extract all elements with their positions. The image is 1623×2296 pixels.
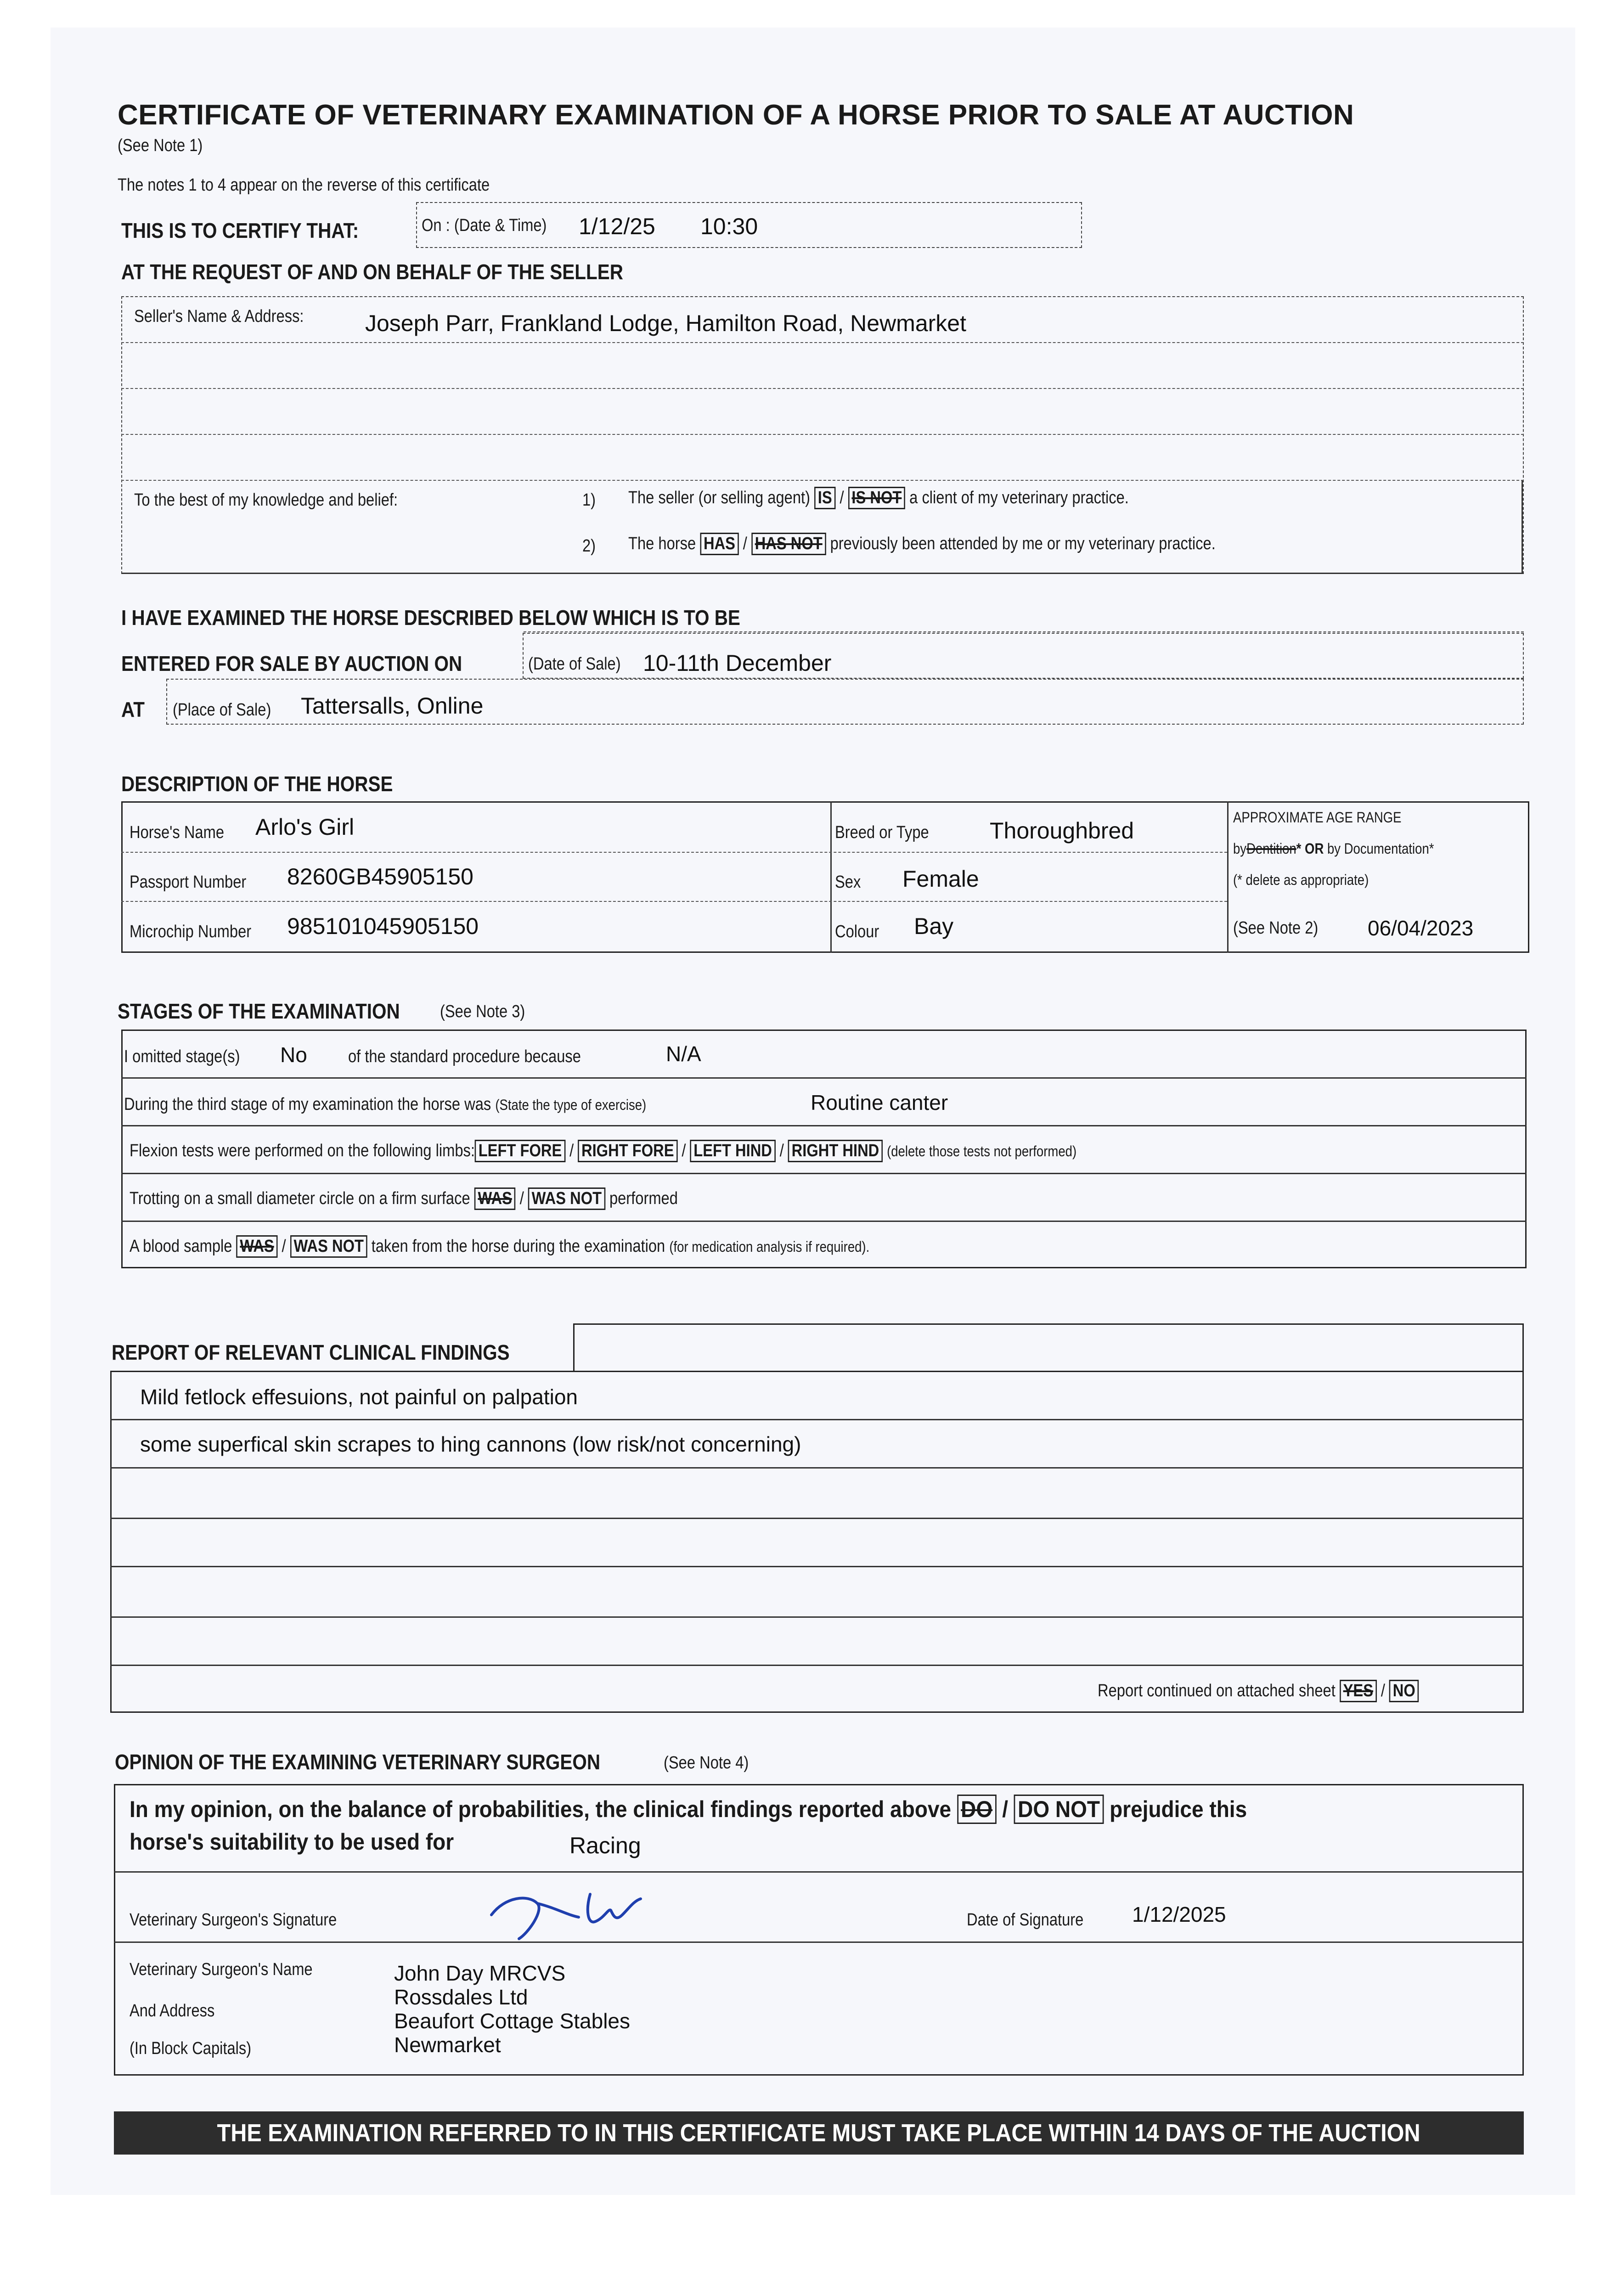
- blood-hint: (for medication analysis if required).: [669, 1238, 870, 1255]
- exam-time-value[interactable]: 10:30: [700, 214, 758, 239]
- opinion-suitability-line: [130, 1829, 454, 1855]
- signature-mark: [487, 1883, 652, 1942]
- knowledge-label: To the best of my knowledge and belief:: [134, 490, 398, 510]
- trot-option-was-not[interactable]: WAS NOT: [528, 1187, 605, 1210]
- stages-see-note: (See Note 3): [440, 1002, 525, 1021]
- item2-text-b: previously been attended by me or my veterinary practice.: [830, 534, 1216, 553]
- item1-statement: [628, 487, 1129, 509]
- seller-box-bottom-edge: [121, 573, 1524, 574]
- flexion-hint: (delete those tests not performed): [887, 1143, 1077, 1159]
- sale-date-value[interactable]: 10-11th December: [643, 650, 832, 676]
- horse-name-label: Horse's Name: [130, 823, 225, 842]
- seller-box-right-edge: [1522, 480, 1523, 574]
- footer-banner-text: THE EXAMINATION REFERRED TO IN THIS CERTIFICATE MUST TAKE PLACE WITHIN 14 DAYS OF THE AUCTION: [217, 2119, 1420, 2147]
- report-line-2: [110, 1467, 1524, 1469]
- see-note-1: (See Note 1): [118, 136, 203, 155]
- breed-value[interactable]: Thoroughbred: [990, 818, 1134, 844]
- flexion-line: [130, 1140, 1076, 1162]
- option-has-not[interactable]: HAS NOT: [751, 533, 826, 555]
- request-line: AT THE REQUEST OF AND ON BEHALF OF THE SELLER: [121, 260, 623, 284]
- report-heading: REPORT OF RELEVANT CLINICAL FINDINGS: [112, 1340, 510, 1364]
- age-value[interactable]: 06/04/2023: [1368, 916, 1474, 940]
- certificate-title: CERTIFICATE OF VETERINARY EXAMINATION OF A HORSE PRIOR TO SALE AT AUCTION: [118, 99, 1354, 131]
- report-heading-box: [573, 1323, 1524, 1372]
- age-documentation-option[interactable]: by Documentation*: [1327, 840, 1434, 857]
- stages-row-line-4: [121, 1221, 1527, 1222]
- limb-right-hind[interactable]: RIGHT HIND: [788, 1140, 883, 1162]
- exam-date-value[interactable]: 1/12/25: [579, 214, 655, 239]
- trot-label: Trotting on a small diameter circle on a firm surface: [130, 1189, 470, 1208]
- continued-option-yes[interactable]: YES: [1340, 1680, 1377, 1702]
- third-stage-value[interactable]: Routine canter: [811, 1091, 948, 1114]
- age-range-heading: APPROXIMATE AGE RANGE: [1233, 809, 1402, 826]
- option-has[interactable]: HAS: [700, 533, 738, 555]
- limb-right-fore[interactable]: RIGHT FORE: [578, 1140, 677, 1162]
- slash: /: [282, 1237, 286, 1256]
- third-stage-hint: (State the type of exercise): [495, 1097, 647, 1113]
- seller-line-1: [121, 342, 1524, 343]
- item2-statement: [628, 533, 1216, 555]
- opinion-see-note: (See Note 4): [664, 1753, 749, 1773]
- opinion-statement: [130, 1795, 1247, 1824]
- signature-date-value[interactable]: 1/12/2025: [1132, 1902, 1226, 1926]
- report-table: [110, 1371, 1524, 1713]
- opinion-row-line-1: [114, 1871, 1524, 1873]
- colour-label: Colour: [835, 922, 879, 941]
- slash: /: [840, 488, 844, 507]
- trot-line: [130, 1187, 678, 1210]
- stages-row-line-3: [121, 1173, 1527, 1174]
- age-method-line: [1233, 840, 1434, 857]
- age-delete-hint: (* delete as appropriate): [1233, 872, 1369, 888]
- description-heading: DESCRIPTION OF THE HORSE: [121, 772, 393, 796]
- seller-line-2: [121, 388, 1524, 389]
- passport-value[interactable]: 8260GB45905150: [287, 864, 473, 889]
- certify-label: THIS IS TO CERTIFY THAT:: [121, 219, 359, 242]
- age-or-label: * OR: [1296, 840, 1324, 857]
- stages-row-line-2: [121, 1125, 1527, 1126]
- limb-left-hind[interactable]: LEFT HIND: [690, 1140, 776, 1162]
- sex-value[interactable]: Female: [902, 866, 979, 892]
- blood-label: A blood sample: [130, 1237, 232, 1256]
- opinion-text-b: prejudice this: [1110, 1796, 1247, 1822]
- report-line-6: [110, 1665, 1524, 1666]
- report-line-3: [110, 1518, 1524, 1519]
- surgeon-name-line-2[interactable]: Rossdales Ltd: [394, 1985, 528, 2009]
- omitted-label: I omitted stage(s): [124, 1047, 240, 1066]
- third-stage-label: During the third stage of my examination the horse was: [124, 1095, 491, 1114]
- surgeon-name-line-4[interactable]: Newmarket: [394, 2033, 501, 2057]
- description-row-line-2: [121, 901, 1227, 902]
- option-is-not[interactable]: IS NOT: [848, 487, 905, 509]
- report-line-4: [110, 1566, 1524, 1567]
- omitted-value[interactable]: No: [280, 1043, 307, 1067]
- report-line-5: [110, 1616, 1524, 1618]
- because-value[interactable]: N/A: [666, 1042, 701, 1066]
- sale-date-label: (Date of Sale): [528, 654, 621, 674]
- sex-label: Sex: [835, 872, 861, 892]
- limb-left-fore[interactable]: LEFT FORE: [475, 1140, 565, 1162]
- stages-heading-line: [118, 999, 439, 1024]
- item1-number: 1): [582, 490, 596, 510]
- report-continued-line: [1098, 1680, 1419, 1702]
- opinion-text-c: horse's suitability to be used for: [130, 1829, 454, 1855]
- blood-line: [130, 1235, 869, 1258]
- report-finding-1[interactable]: Mild fetlock effesuions, not painful on palpation: [140, 1385, 578, 1409]
- surgeon-name-line-1[interactable]: John Day MRCVS: [394, 1961, 566, 1985]
- trot-option-was[interactable]: WAS: [474, 1187, 516, 1210]
- stages-heading: STAGES OF THE EXAMINATION: [118, 999, 400, 1023]
- because-label: of the standard procedure because: [348, 1047, 581, 1066]
- microchip-value[interactable]: 985101045905150: [287, 913, 479, 939]
- examined-line: I HAVE EXAMINED THE HORSE DESCRIBED BELOW WHICH IS TO BE: [121, 606, 740, 630]
- opinion-heading-line: [115, 1750, 666, 1774]
- surgeon-block-label: (In Block Capitals): [130, 2039, 252, 2058]
- slash: /: [1002, 1796, 1009, 1822]
- slash: /: [743, 534, 747, 553]
- opinion-row-line-2: [114, 1941, 1524, 1943]
- breed-label: Breed or Type: [835, 823, 929, 842]
- notes-line: The notes 1 to 4 appear on the reverse of this certificate: [118, 175, 490, 195]
- item2-number: 2): [582, 536, 596, 556]
- stages-row-line-1: [121, 1077, 1527, 1079]
- seller-line-4: [121, 480, 1524, 481]
- option-is[interactable]: IS: [814, 487, 835, 509]
- microchip-label: Microchip Number: [130, 922, 252, 941]
- age-dentition-option[interactable]: Dentition: [1246, 840, 1296, 857]
- flexion-label: Flexion tests were performed on the following limbs:: [130, 1141, 475, 1160]
- item1-text-a: The seller (or selling agent): [628, 488, 810, 507]
- date-time-label: On : (Date & Time): [422, 216, 547, 235]
- signature-date-label: Date of Signature: [967, 1910, 1084, 1930]
- description-col-divider-2: [1227, 801, 1229, 953]
- slash: /: [519, 1189, 524, 1208]
- description-col-divider-1: [830, 801, 832, 953]
- item2-text-a: The horse: [628, 534, 696, 553]
- suitability-value[interactable]: Racing: [569, 1833, 641, 1858]
- sale-place-value[interactable]: Tattersalls, Online: [301, 693, 484, 719]
- description-row-line-1: [121, 852, 1227, 853]
- slash: /: [682, 1141, 686, 1160]
- report-line-1: [110, 1419, 1524, 1420]
- report-continued-label: Report continued on attached sheet: [1098, 1681, 1336, 1700]
- age-by-label: by: [1233, 840, 1247, 857]
- continued-option-no[interactable]: NO: [1389, 1680, 1419, 1702]
- at-label: AT: [121, 698, 145, 721]
- footer-banner: [114, 2111, 1524, 2155]
- surgeon-name-label: Veterinary Surgeon's Name: [130, 1960, 313, 1979]
- blood-option-was[interactable]: WAS: [237, 1235, 278, 1258]
- trot-tail: performed: [609, 1189, 678, 1208]
- entered-label: ENTERED FOR SALE BY AUCTION ON: [121, 652, 462, 675]
- surgeon-address-label: And Address: [130, 2001, 215, 2020]
- horse-name-value[interactable]: Arlo's Girl: [255, 814, 355, 840]
- seller-line-3: [121, 434, 1524, 435]
- examined-underline: [524, 631, 1524, 632]
- slash: /: [569, 1141, 574, 1160]
- item1-text-b: a client of my veterinary practice.: [909, 488, 1129, 507]
- slash: /: [1381, 1681, 1385, 1700]
- opinion-text-a: In my opinion, on the balance of probabilities, the clinical findings reported above: [130, 1796, 952, 1822]
- surgeon-name-line-3[interactable]: Beaufort Cottage Stables: [394, 2009, 630, 2033]
- sale-place-label: (Place of Sale): [173, 700, 271, 720]
- slash: /: [779, 1141, 784, 1160]
- passport-label: Passport Number: [130, 872, 247, 892]
- report-finding-2[interactable]: some superfical skin scrapes to hing cannons (low risk/not concerning): [140, 1432, 801, 1456]
- blood-tail: taken from the horse during the examination: [371, 1237, 665, 1256]
- seller-value[interactable]: Joseph Parr, Frankland Lodge, Hamilton Road, Newmarket: [365, 310, 966, 336]
- opinion-option-do-not[interactable]: DO NOT: [1014, 1795, 1104, 1824]
- age-see-note: (See Note 2): [1233, 918, 1319, 938]
- opinion-option-do[interactable]: DO: [957, 1795, 997, 1824]
- blood-option-was-not[interactable]: WAS NOT: [290, 1235, 367, 1258]
- opinion-heading: OPINION OF THE EXAMINING VETERINARY SURGEON: [115, 1750, 601, 1774]
- third-stage-line: [124, 1095, 646, 1114]
- signature-label: Veterinary Surgeon's Signature: [130, 1910, 337, 1930]
- seller-label: Seller's Name & Address:: [134, 307, 304, 326]
- colour-value[interactable]: Bay: [914, 913, 954, 939]
